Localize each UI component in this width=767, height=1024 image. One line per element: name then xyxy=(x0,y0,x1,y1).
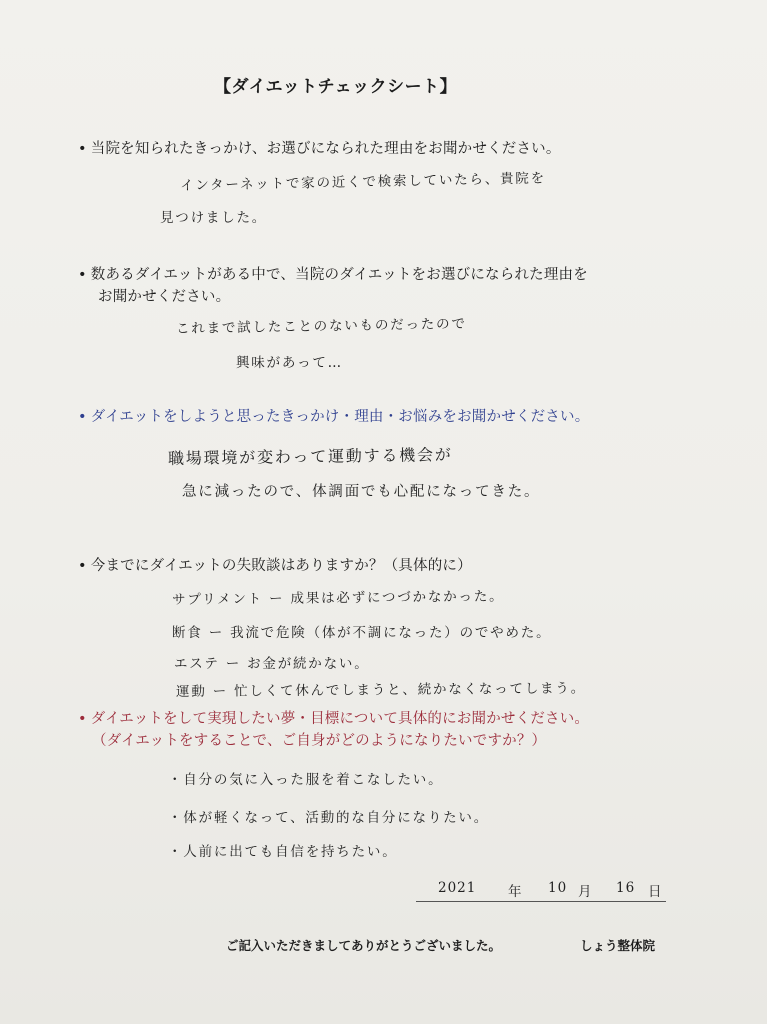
question-5 xyxy=(78,708,589,752)
answer-4-line-2: 断食 ー 我流で危険（体が不調になった）のでやめた。 xyxy=(172,625,552,641)
question-2 xyxy=(78,264,588,308)
question-2-text-line-2: お聞かせください。 xyxy=(98,289,231,305)
answer-4-line-4: 運動 ー 忙しくて休んでしまうと、続かなくなってしまう。 xyxy=(175,680,587,700)
question-3-text: ダイエットをしようと思ったきっかけ・理由・お悩みをお聞かせください。 xyxy=(90,409,590,425)
bullet-dot: • xyxy=(78,711,87,727)
bullet-dot: • xyxy=(78,558,87,574)
answer-1-line-2: 見つけました。 xyxy=(160,210,268,226)
answer-2-line-2: 興味があって… xyxy=(236,355,343,371)
date-underline xyxy=(416,901,666,902)
question-3 xyxy=(78,406,589,428)
answer-5-line-3: ・人前に出ても自信を持ちたい。 xyxy=(168,844,398,860)
bullet-dot: • xyxy=(78,141,87,157)
answer-5-line-2: ・体が軽くなって、活動的な自分になりたい。 xyxy=(168,810,490,826)
date-month: 10 xyxy=(548,880,568,896)
bullet-dot: • xyxy=(78,267,87,283)
answer-1-line-1: インターネットで家の近くで検索していたら、貴院を xyxy=(179,170,547,194)
footer-clinic-name: しょう整体院 xyxy=(580,938,656,953)
bullet-dot: • xyxy=(78,409,87,425)
date-month-unit: 月 xyxy=(578,884,592,900)
date-year: 2021 xyxy=(438,880,477,896)
question-5-text-line-2: （ダイエットをすることで、ご自身がどのようになりたいですか？） xyxy=(92,733,547,749)
answer-3-line-2: 急に減ったので、体調面でも心配になってきた。 xyxy=(182,484,541,500)
answer-5-line-1: ・自分の気に入った服を着こなしたい。 xyxy=(168,772,444,788)
question-1 xyxy=(78,138,561,160)
question-2-text-line-1: 数あるダイエットがある中で、当院のダイエットをお選びになられた理由を xyxy=(90,267,588,283)
sheet-title: 【ダイエットチェックシート】 xyxy=(214,77,458,97)
answer-3-line-1: 職場環境が変わって運動する機会が xyxy=(167,445,453,468)
question-4-text: 今までにダイエットの失敗談はありますか？（具体的に） xyxy=(90,558,472,574)
answer-2-line-1: これまで試したことのないものだったので xyxy=(175,315,467,337)
question-5-text-line-1: ダイエットをして実現したい夢・目標について具体的にお聞かせください。 xyxy=(90,711,590,727)
answer-4-line-3: エステ ー お金が続かない。 xyxy=(174,656,370,672)
date-year-unit: 年 xyxy=(508,884,522,900)
footer-thanks: ご記入いただきましてありがとうございました。 xyxy=(226,938,502,953)
answer-4-line-1: サプリメント ー 成果は必ずにつづかなかった。 xyxy=(171,588,505,608)
date-day: 16 xyxy=(616,880,636,896)
question-1-text: 当院を知られたきっかけ、お選びになられた理由をお聞かせください。 xyxy=(90,141,561,157)
date-day-unit: 日 xyxy=(648,884,662,900)
question-4 xyxy=(78,555,472,577)
